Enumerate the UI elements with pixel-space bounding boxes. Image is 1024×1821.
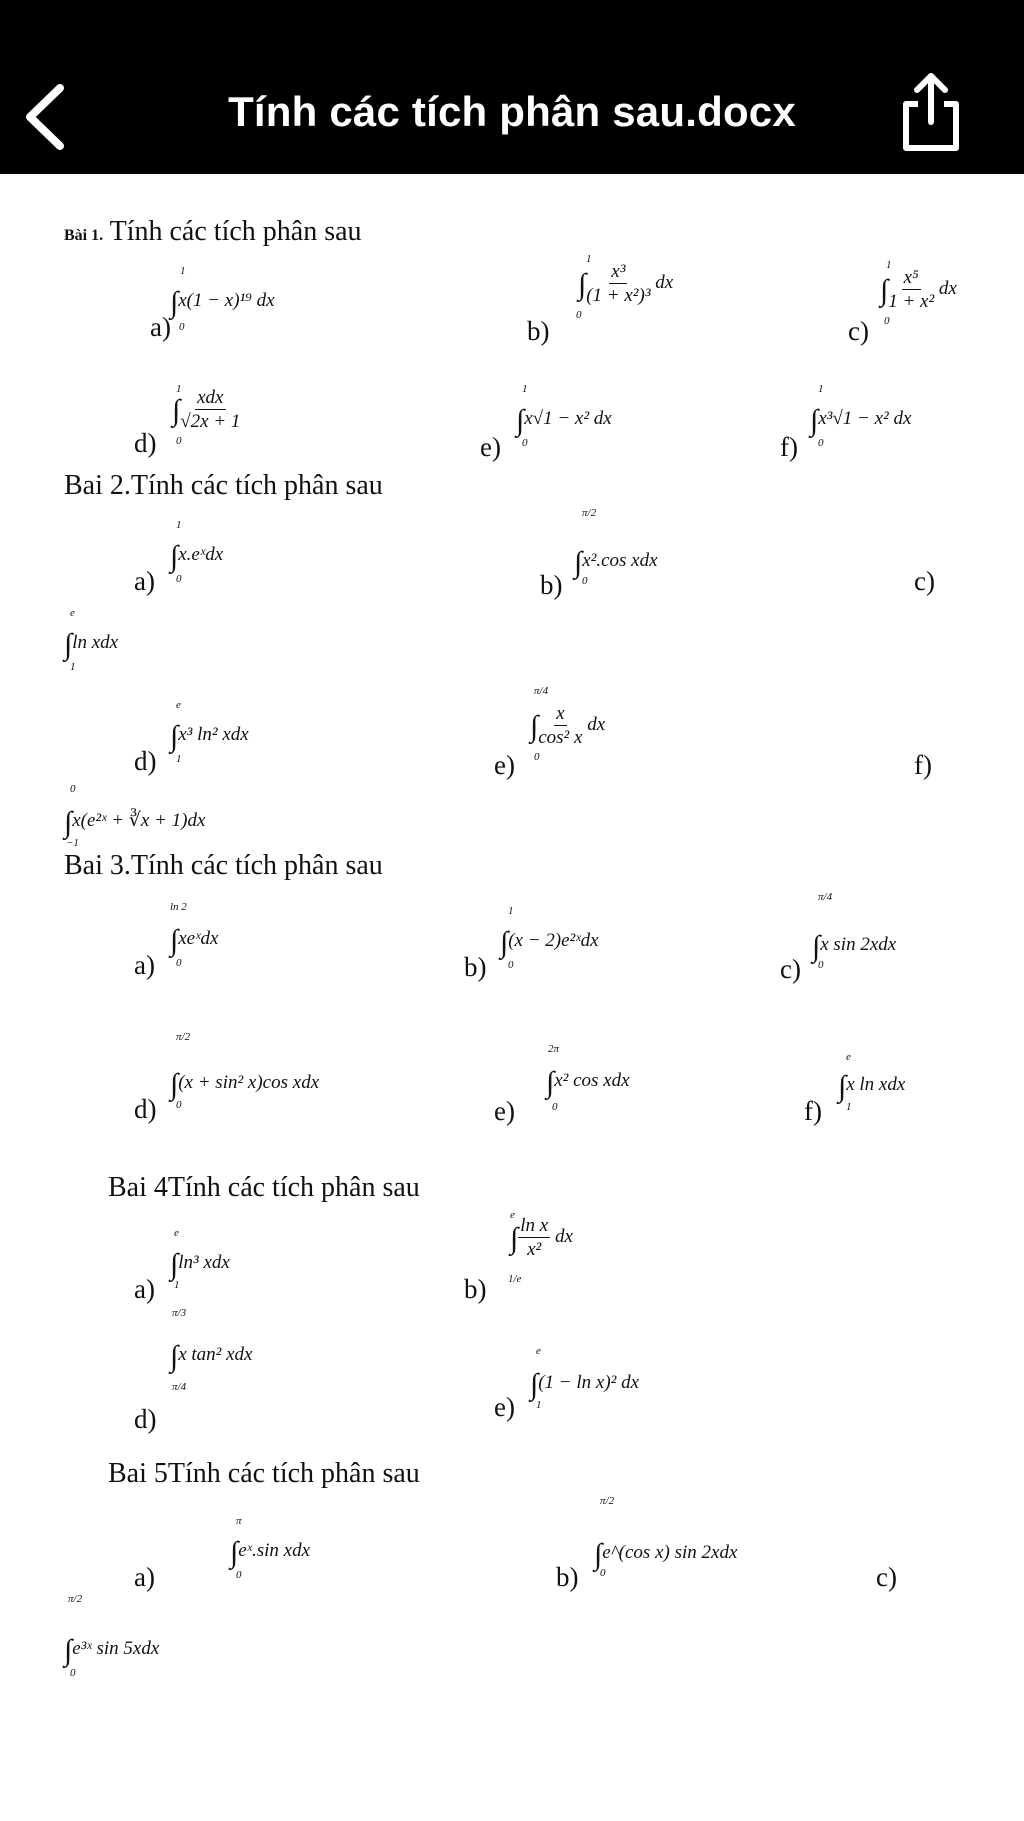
upper-limit: π/2	[600, 1495, 615, 1507]
integral-expression: ∫ln³ xdx	[170, 1248, 230, 1281]
integral-expression: ∫ $\frac{\text{xdx}}{√2x + 1}$	[172, 387, 241, 432]
upper-limit: 1	[176, 383, 182, 395]
item-label: f)	[804, 1096, 822, 1126]
lower-limit: 1	[536, 1399, 542, 1411]
item-label: d)	[134, 1094, 157, 1124]
lower-limit: 0	[818, 959, 824, 971]
integral-expression: ∫x³√1 − x² dx	[810, 404, 912, 437]
upper-limit: e	[70, 607, 75, 619]
integral-expression: ∫ $\frac{\text{x⁵}}{\text{1 + x²}}$ dx	[880, 267, 957, 312]
lower-limit: 0	[576, 309, 582, 321]
item-label: c)	[848, 316, 869, 346]
lower-limit: 0	[522, 437, 528, 449]
upper-limit: e	[536, 1345, 541, 1357]
item-label: b)	[527, 316, 550, 346]
integral-expression: ∫x ln xdx	[838, 1070, 906, 1103]
upper-limit: e	[846, 1051, 851, 1063]
item-label: b)	[556, 1562, 579, 1592]
item-label: e)	[480, 432, 501, 462]
upper-limit: 1	[180, 265, 186, 277]
lower-limit: 0	[236, 1569, 242, 1581]
upper-limit: 1	[176, 519, 182, 531]
lower-limit: 0	[552, 1101, 558, 1113]
integral-expression: ∫x(e²ˣ + ∛x + 1)dx	[64, 806, 206, 839]
lower-limit: 0	[534, 751, 540, 763]
lower-limit: 0	[884, 315, 890, 327]
integral-expression: ∫ $\frac{x}{\text{cos² x}}$ dx	[530, 703, 606, 748]
lower-limit: 1	[70, 661, 76, 673]
lower-limit: 0	[176, 573, 182, 585]
integral-expression: ∫x tan² xdx	[170, 1340, 253, 1373]
exercise-3-heading: Bai 3.Tính các tích phân sau	[64, 850, 383, 881]
item-label: a)	[134, 1562, 155, 1592]
upper-limit: 1	[586, 253, 592, 265]
integral-expression: ∫(1 − ln x)² dx	[530, 1368, 640, 1401]
item-label: a)	[134, 566, 155, 596]
integral-expression: ∫(x − 2)e²ˣdx	[500, 926, 599, 959]
upper-limit: ln 2	[170, 901, 187, 913]
upper-limit: e	[174, 1227, 179, 1239]
item-label: c)	[876, 1562, 897, 1592]
integral-expression: ∫ $\frac{\text{x³}}{\text{(1 + x²)³}}$ dx	[578, 261, 674, 306]
integral-expression: ∫e^(cos x) sin 2xdx	[594, 1538, 738, 1571]
integral-expression: ∫x³ ln² xdx	[170, 720, 249, 753]
item-label: d)	[134, 428, 157, 458]
share-icon[interactable]	[898, 70, 964, 154]
item-label: f)	[914, 750, 932, 780]
item-label: e)	[494, 750, 515, 780]
lower-limit: 0	[600, 1567, 606, 1579]
top-bar	[0, 0, 1024, 174]
item-label: e)	[494, 1392, 515, 1422]
lower-limit: 0	[176, 1099, 182, 1111]
lower-limit: 1	[174, 1279, 180, 1291]
lower-limit: 0	[179, 321, 185, 333]
lower-limit: 0	[70, 1667, 76, 1679]
integral-expression: ∫ln xdx	[64, 628, 119, 661]
upper-limit: π	[236, 1515, 242, 1527]
item-label: d)	[134, 746, 157, 776]
item-label: b)	[540, 570, 563, 600]
upper-limit: π/3	[172, 1307, 187, 1319]
lower-limit: 0	[508, 959, 514, 971]
upper-limit: 2π	[548, 1043, 560, 1055]
integral-expression: ∫x sin 2xdx	[812, 930, 897, 963]
document-content	[0, 174, 1024, 1821]
item-label: f)	[780, 432, 798, 462]
integral-expression: ∫ $\frac{\text{ln x}}{\text{x²}}$ dx	[510, 1215, 573, 1260]
item-label: d)	[134, 1404, 157, 1434]
integral-expression: ∫x² cos xdx	[546, 1066, 630, 1099]
integral-expression: ∫(x + sin² x)cos xdx	[170, 1068, 320, 1101]
item-label: c)	[780, 954, 801, 984]
integral-expression: ∫x√1 − x² dx	[516, 404, 612, 437]
upper-limit: e	[510, 1209, 515, 1221]
lower-limit: 0	[176, 957, 182, 969]
upper-limit: 1	[522, 383, 528, 395]
exercise-1-heading: Bài 1. Tính các tích phân sau	[64, 216, 362, 247]
lower-limit: 1	[176, 753, 182, 765]
item-label: a)	[134, 950, 155, 980]
exercise-2-heading: Bai 2.Tính các tích phân sau	[64, 470, 383, 501]
lower-limit: 1	[846, 1101, 852, 1113]
integral-expression: ∫xeˣdx	[170, 924, 219, 957]
fraction: $\frac{x}{\text{cos² x}}$	[538, 703, 583, 748]
fraction: $\frac{\text{x³}}{\text{(1 + x²)³}}$	[586, 261, 651, 306]
upper-limit: 1	[886, 259, 892, 271]
lower-limit: 0	[818, 437, 824, 449]
item-label: e)	[494, 1096, 515, 1126]
document-title: Tính các tích phân sau.docx	[228, 88, 796, 135]
item-label: c)	[914, 566, 935, 596]
integral-expression: ∫e³ˣ sin 5xdx	[64, 1634, 160, 1667]
exercise-5-heading: Bai 5Tính các tích phân sau	[108, 1458, 420, 1489]
upper-limit: π/4	[818, 891, 833, 903]
integral-expression: ∫eˣ.sin xdx	[230, 1536, 311, 1569]
upper-limit: π/2	[176, 1031, 191, 1043]
fraction: $\frac{\text{x⁵}}{\text{1 + x²}}$	[888, 267, 935, 312]
upper-limit: e	[176, 699, 181, 711]
exercise-4-heading: Bai 4Tính các tích phân sau	[108, 1172, 420, 1203]
upper-limit: 1	[508, 905, 514, 917]
upper-limit: 1	[818, 383, 824, 395]
integral-expression: ∫x².cos xdx	[574, 546, 658, 579]
upper-limit: π/2	[68, 1593, 83, 1605]
fraction: $\frac{\text{xdx}}{√2x + 1}$	[180, 387, 241, 432]
integral-expression: ∫x(1 − x)¹⁹ dx	[170, 286, 275, 319]
lower-limit: −1	[66, 837, 79, 849]
upper-limit: π/2	[582, 507, 597, 519]
integral-expression: ∫x.eˣdx	[170, 540, 224, 573]
upper-limit: 0	[70, 783, 76, 795]
lower-limit: 0	[582, 575, 588, 587]
lower-limit: 0	[176, 435, 182, 447]
item-label: b)	[464, 952, 487, 982]
lower-limit: 1/e	[508, 1273, 522, 1285]
item-label: a)	[150, 312, 171, 342]
fraction: $\frac{\text{ln x}}{\text{x²}}$	[520, 1215, 549, 1260]
item-label: b)	[464, 1274, 487, 1304]
item-label: a)	[134, 1274, 155, 1304]
lower-limit: π/4	[172, 1381, 187, 1393]
upper-limit: π/4	[534, 685, 549, 697]
